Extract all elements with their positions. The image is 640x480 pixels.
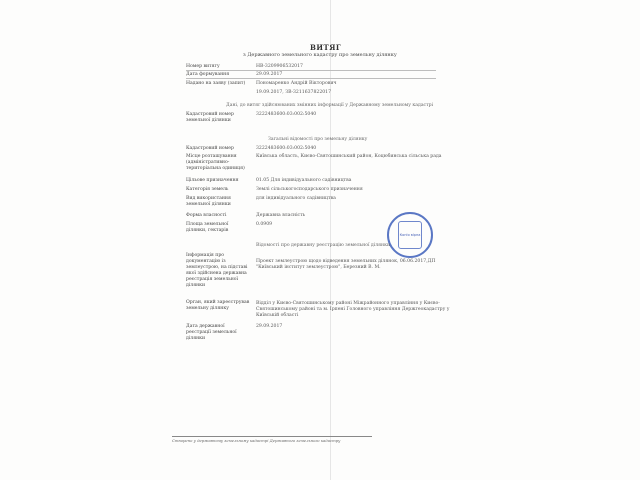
- meta-value-request-date: 19.09.2017, ЗВ-3211637822017: [256, 90, 332, 95]
- gen-value-category: Землі сільськогосподарського призначення: [256, 187, 363, 192]
- gen-label-area: Площа земельної ділянки, гектарів: [186, 222, 229, 233]
- stamp-text: Копія вірна: [398, 221, 422, 249]
- divider: [186, 78, 436, 79]
- gen-value-ownership: Державна власність: [256, 213, 306, 218]
- gen-value-purpose: 01.05 Для індивідуального садівництва: [256, 178, 352, 183]
- section-title-changes: Дані, до витяг здійснюваних змінних інформації у Державному земельному кадастрі: [226, 103, 434, 108]
- reg-value-documentation: Проект землеустрою щодо відведення земельних ділянок, 06.06.2017,ДП "Київський інститут землеустрою", Березний В. М.: [256, 259, 436, 270]
- label-cadastral-number: Кадастровий номер земельної ділянки: [186, 112, 234, 123]
- meta-label-date: Дата формування: [186, 72, 230, 77]
- gen-label-ownership: Форма власності: [186, 213, 227, 218]
- meta-value-requester: Пономаренко Андрій Вікторович: [256, 81, 337, 86]
- value-cadastral-number: 3222483600:03:002:5040: [256, 112, 317, 117]
- gen-label-category: Категорія земель: [186, 187, 229, 192]
- gen-value-area: 0.0909: [256, 222, 273, 227]
- reg-label-authority: Орган, який зареєстрував земельну ділянку: [186, 300, 250, 311]
- reg-label-documentation: Інформація про документацію із землеустрою, на підставі якої здійснена державна реєстрація земельної ділянки: [186, 253, 248, 288]
- reg-value-date: 29.09.2017: [256, 324, 283, 329]
- gen-value-location: Київська область, Києво-Святошинський район, Коцюбинська сільська рада: [256, 154, 442, 159]
- gen-label-cadastral: Кадастровий номер: [186, 146, 234, 151]
- gen-label-purpose: Цільове призначення: [186, 178, 239, 183]
- reg-value-authority: Відділ у Києво-Святошинському районі Міжрайонного управління у Києво-Святошинському районі та м. Ірпені Головного управління Держгеокадастру у Київській області: [256, 301, 450, 318]
- document-subtitle: з Державного земельного кадастру про земельну ділянку: [243, 52, 397, 58]
- document-title: ВИТЯГ: [310, 43, 342, 52]
- gen-value-usage: для індивідуального садівництва: [256, 196, 336, 201]
- section-title-registration: Відомості про державну реєстрацію земельної ділянки: [256, 243, 391, 248]
- meta-label-number: Номер витягу: [186, 64, 220, 69]
- divider: [186, 70, 436, 71]
- meta-label-request: Надано на заяву (запит): [186, 81, 246, 86]
- gen-label-location: Місце розташування (адміністративно-територіальна одиниця): [186, 154, 245, 171]
- gen-value-cadastral: 3222483600:03:002:5040: [256, 146, 317, 151]
- meta-value-number: НВ-3209906532017: [256, 64, 303, 69]
- page-fold: [330, 0, 331, 480]
- meta-value-date: 29.09.2017: [256, 72, 283, 77]
- footer-divider: [172, 436, 372, 437]
- copy-stamp: [387, 212, 433, 258]
- section-title-general: Загальні відомості про земельну ділянку: [268, 137, 368, 142]
- footer-note: Створено у державному земельному кадастрі Державного земельного кадастру: [172, 438, 341, 443]
- reg-label-date: Дата державної реєстрації земельної ділянки: [186, 324, 237, 341]
- gen-label-usage: Вид використання земельної ділянки: [186, 196, 231, 207]
